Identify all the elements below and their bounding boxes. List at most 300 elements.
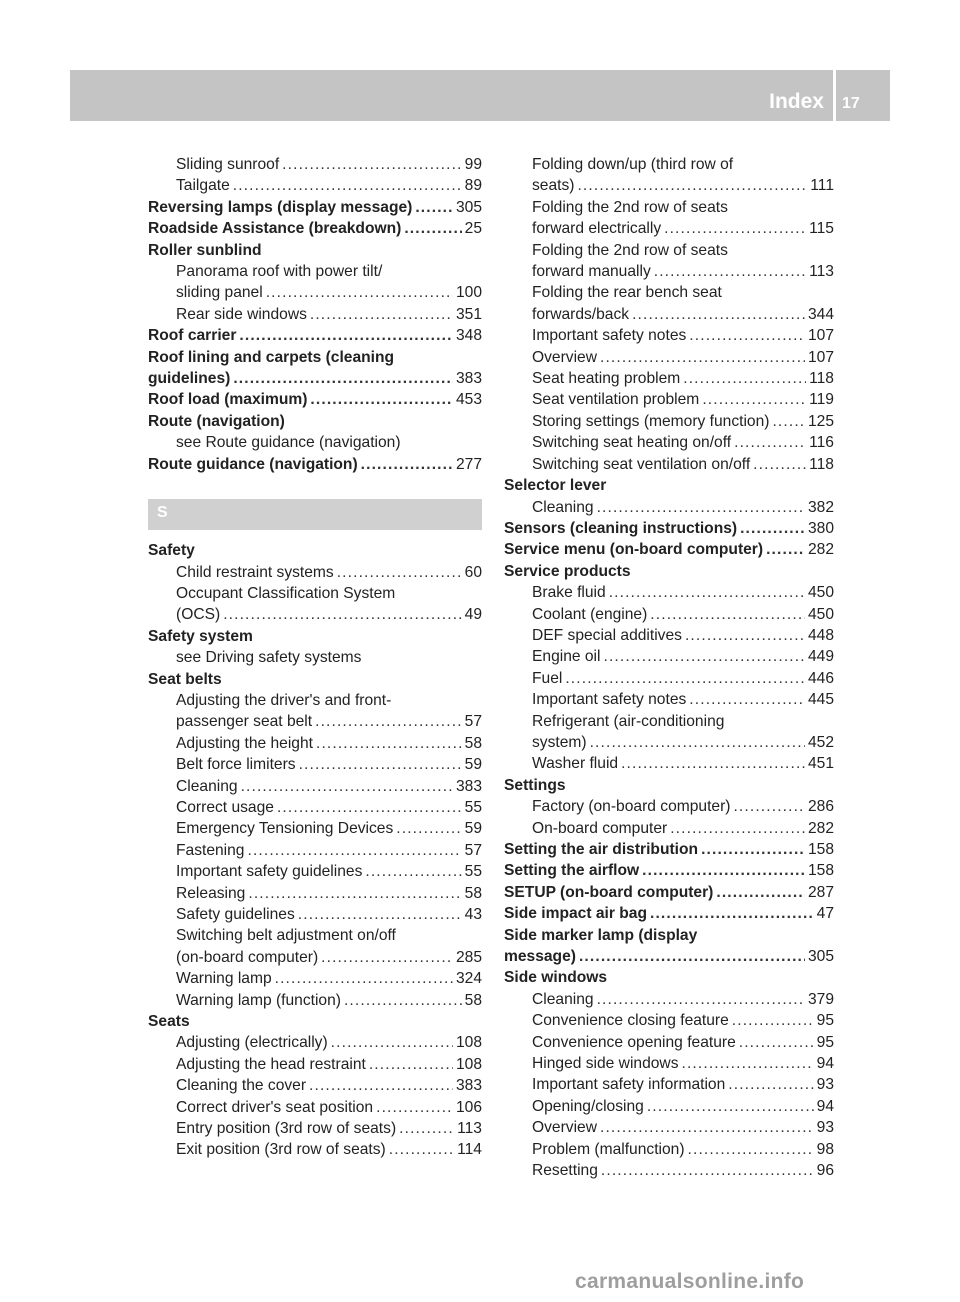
index-entry[interactable]: [148, 1075, 482, 1096]
entry-text: Seats: [148, 1013, 190, 1031]
index-entry: [148, 432, 482, 453]
dot-leader: [389, 1139, 454, 1160]
index-entry[interactable]: [148, 947, 482, 968]
dot-leader: [604, 646, 805, 667]
entry-page-number[interactable]: 286: [807, 798, 834, 816]
index-entry[interactable]: [148, 282, 482, 303]
entry-text: Panorama roof with power tilt/: [176, 263, 383, 281]
index-entry[interactable]: [148, 904, 482, 925]
index-entry[interactable]: [504, 411, 834, 432]
index-entry: [148, 240, 482, 261]
index-entry[interactable]: [504, 625, 834, 646]
entry-text: Service products: [504, 562, 631, 580]
entry-page-number[interactable]: 89: [464, 177, 482, 195]
dot-leader: [766, 539, 805, 560]
dot-leader: [233, 175, 462, 196]
entry-page-number[interactable]: 344: [807, 305, 834, 323]
entry-page-number[interactable]: 60: [464, 563, 482, 581]
dot-leader: [316, 733, 462, 754]
index-entry[interactable]: [148, 304, 482, 325]
index-entry[interactable]: [148, 968, 482, 989]
entry-text: Selector lever: [504, 477, 607, 495]
entry-text: system): [532, 733, 587, 751]
entry-page-number[interactable]: 158: [807, 862, 834, 880]
dot-leader: [248, 883, 461, 904]
entry-text: Overview: [532, 348, 597, 366]
index-entry[interactable]: [504, 860, 834, 881]
entry-page-number[interactable]: 99: [464, 156, 482, 173]
index-entry[interactable]: [504, 1117, 834, 1138]
entry-text: Roof load (maximum): [148, 391, 308, 409]
entry-text: Seat ventilation problem: [532, 391, 700, 409]
index-entry[interactable]: [148, 1097, 482, 1118]
entry-text: Safety: [148, 542, 195, 560]
dot-leader: [597, 989, 805, 1010]
index-entry[interactable]: [148, 604, 482, 625]
index-entry[interactable]: [148, 389, 482, 410]
entry-text: Folding the 2nd row of seats: [532, 241, 728, 259]
dot-leader: [399, 1118, 454, 1139]
dot-leader: [654, 261, 806, 282]
index-entry[interactable]: [504, 839, 834, 860]
index-entry: [148, 626, 482, 647]
dot-leader: [298, 904, 462, 925]
index-entry[interactable]: [148, 1032, 482, 1053]
index-entry[interactable]: [504, 368, 834, 389]
dot-leader: [247, 840, 461, 861]
entry-text: Roof lining and carpets (cleaning: [148, 348, 395, 366]
index-entry[interactable]: [504, 454, 834, 475]
dot-leader: [590, 732, 805, 753]
index-entry[interactable]: [504, 389, 834, 410]
index-entry[interactable]: [504, 1074, 834, 1095]
entry-page-number[interactable]: 93: [816, 1076, 834, 1094]
entry-page-number[interactable]: 282: [807, 819, 834, 837]
dot-leader: [315, 711, 462, 732]
dot-leader: [282, 154, 461, 175]
entry-page-number[interactable]: 59: [464, 756, 482, 774]
entry-text: Side windows: [504, 969, 608, 987]
dot-leader: [266, 282, 453, 303]
entry-page-number[interactable]: 125: [807, 412, 834, 430]
entry-text: Folding the 2nd row of seats: [532, 198, 728, 216]
entry-page-number[interactable]: 43: [464, 906, 482, 923]
index-entry[interactable]: [148, 733, 482, 754]
entry-page-number[interactable]: 448: [807, 626, 834, 644]
index-entry[interactable]: [148, 197, 482, 218]
entry-text: Washer fluid: [532, 755, 619, 773]
entry-text: Adjusting the height: [176, 734, 313, 752]
entry-text: Reversing lamps (display message): [148, 198, 413, 216]
dot-leader: [701, 839, 805, 860]
index-entry: [504, 475, 834, 496]
index-entry[interactable]: [148, 776, 482, 797]
entry-page-number[interactable]: 58: [464, 884, 482, 902]
entry-text: Tailgate: [176, 177, 230, 195]
entry-page-number[interactable]: 108: [455, 1034, 482, 1052]
entry-page-number[interactable]: 116: [809, 434, 834, 452]
index-entry[interactable]: [504, 796, 834, 817]
entry-page-number[interactable]: 351: [455, 305, 482, 323]
entry-text: Hinged side windows: [532, 1055, 679, 1073]
dot-leader: [688, 1139, 814, 1160]
entry-page-number[interactable]: 113: [809, 263, 834, 281]
index-entry[interactable]: [148, 840, 482, 861]
entry-page-number[interactable]: 59: [464, 820, 482, 838]
index-entry[interactable]: [148, 797, 482, 818]
entry-text: Roller sunblind: [148, 241, 262, 259]
index-entry: [504, 561, 834, 582]
index-entries-s: [148, 540, 482, 1161]
dot-leader: [753, 454, 806, 475]
index-entry[interactable]: [148, 883, 482, 904]
entry-text: Resetting: [532, 1162, 598, 1180]
dot-leader: [689, 325, 805, 346]
index-entry: [504, 775, 834, 796]
index-entry[interactable]: [504, 689, 834, 710]
index-entry[interactable]: [504, 1010, 834, 1031]
index-entry[interactable]: [504, 903, 834, 924]
index-entry[interactable]: [504, 175, 834, 196]
entry-text: forward electrically: [532, 220, 662, 238]
entry-page-number[interactable]: 100: [455, 284, 482, 302]
entry-page-number[interactable]: 111: [810, 177, 834, 195]
entry-text: Warning lamp: [176, 970, 272, 988]
entry-page-number[interactable]: 383: [455, 1077, 482, 1095]
index-entry[interactable]: [504, 604, 834, 625]
dot-leader: [650, 903, 814, 924]
entry-page-number[interactable]: 452: [807, 733, 834, 751]
entry-text: Adjusting the head restraint: [176, 1055, 366, 1073]
entry-page-number[interactable]: 58: [464, 991, 482, 1009]
entry-text: Correct usage: [176, 798, 274, 816]
dot-leader: [309, 1075, 453, 1096]
entry-text: sliding panel: [176, 284, 263, 302]
entry-text: Safety guidelines: [176, 906, 295, 923]
dot-leader: [299, 754, 462, 775]
entry-page-number[interactable]: 379: [807, 990, 834, 1008]
entry-text: (on-board computer): [176, 948, 319, 966]
entry-text: Important safety guidelines: [176, 863, 363, 881]
entry-page-number[interactable]: 445: [807, 691, 834, 709]
entry-page-number[interactable]: 285: [455, 948, 482, 966]
entry-page-number[interactable]: 57: [464, 713, 482, 731]
entry-text: Overview: [532, 1119, 597, 1137]
entry-text: Switching seat heating on/off: [532, 434, 732, 452]
entry-text: Refrigerant (air-conditioning: [532, 712, 725, 730]
entry-text: Switching belt adjustment on/off: [176, 927, 396, 945]
entry-page-number[interactable]: 282: [807, 541, 834, 559]
index-entry[interactable]: [504, 732, 834, 753]
entry-text: Rear side windows: [176, 305, 307, 323]
index-entry[interactable]: [148, 368, 482, 389]
index-entry: [148, 411, 482, 432]
dot-leader: [344, 990, 462, 1011]
dot-leader: [600, 347, 805, 368]
entry-page-number[interactable]: 158: [807, 841, 834, 858]
entry-page-number[interactable]: 114: [457, 1141, 482, 1159]
entry-page-number[interactable]: 49: [464, 606, 482, 624]
header-divider: [833, 70, 836, 121]
dot-leader: [597, 497, 805, 518]
index-entry[interactable]: [148, 1118, 482, 1139]
index-entry[interactable]: [148, 175, 482, 196]
entry-page-number[interactable]: 94: [816, 1097, 834, 1115]
entry-page-number[interactable]: 453: [455, 391, 482, 409]
dot-leader: [682, 1053, 814, 1074]
entry-page-number[interactable]: 115: [809, 220, 834, 238]
entry-text: Roadside Assistance (breakdown): [148, 220, 402, 238]
entry-text: Storing settings (memory function): [532, 412, 770, 430]
entry-text: passenger seat belt: [176, 713, 313, 731]
dot-leader: [601, 1160, 814, 1181]
index-entry[interactable]: [504, 989, 834, 1010]
entry-text: forwards/back: [532, 305, 630, 323]
entry-text: Belt force limiters: [176, 756, 296, 774]
entry-text: Adjusting the driver's and front-: [176, 691, 392, 709]
entry-page-number[interactable]: 95: [816, 1012, 834, 1030]
dot-leader: [650, 604, 805, 625]
index-entry: [504, 967, 834, 988]
index-entry[interactable]: [504, 539, 834, 560]
dot-leader: [664, 218, 806, 239]
entry-page-number[interactable]: 47: [816, 905, 834, 923]
index-entry[interactable]: [148, 454, 482, 475]
entry-page-number[interactable]: 95: [816, 1033, 834, 1051]
entry-text: Side impact air bag: [504, 905, 647, 923]
entry-text: On-board computer: [532, 819, 668, 837]
index-entry: [148, 347, 482, 368]
index-entry: [148, 669, 482, 690]
dot-leader: [415, 197, 453, 218]
index-entry[interactable]: [504, 668, 834, 689]
entry-page-number[interactable]: 108: [455, 1055, 482, 1073]
entry-text: Important safety notes: [532, 327, 687, 345]
entry-page-number[interactable]: 380: [807, 519, 834, 537]
index-entry: [148, 261, 482, 282]
entry-text: message): [504, 948, 576, 966]
entry-page-number[interactable]: 305: [455, 198, 482, 216]
entry-text: Service menu (on-board computer): [504, 541, 764, 559]
entry-page-number[interactable]: 107: [807, 348, 834, 366]
entry-page-number[interactable]: 96: [816, 1162, 834, 1180]
dot-leader: [670, 818, 805, 839]
entry-page-number[interactable]: 383: [455, 370, 482, 388]
entry-page-number[interactable]: 324: [455, 970, 482, 988]
page-title: Index: [769, 90, 824, 113]
index-entry[interactable]: [148, 562, 482, 583]
entry-page-number[interactable]: 98: [816, 1140, 834, 1158]
entry-page-number[interactable]: 450: [807, 605, 834, 623]
entry-text: Cleaning: [532, 990, 594, 1008]
entry-page-number[interactable]: 94: [816, 1055, 834, 1073]
entry-text: Sensors (cleaning instructions): [504, 519, 738, 537]
entry-text: Settings: [504, 776, 566, 794]
entry-page-number[interactable]: 287: [807, 883, 834, 901]
dot-leader: [683, 368, 806, 389]
dot-leader: [369, 1054, 453, 1075]
entry-page-number[interactable]: 93: [816, 1119, 834, 1137]
entry-text: Opening/closing: [532, 1097, 644, 1115]
dot-leader: [233, 368, 453, 389]
entry-text: Cleaning the cover: [176, 1077, 307, 1095]
dot-leader: [772, 411, 805, 432]
entry-page-number[interactable]: 119: [809, 391, 834, 409]
index-entry[interactable]: [504, 1032, 834, 1053]
entry-page-number[interactable]: 25: [464, 220, 482, 238]
index-entry: [148, 925, 482, 946]
index-entry: [148, 1011, 482, 1032]
entry-text: Occupant Classification System: [176, 584, 396, 602]
entry-page-number[interactable]: 118: [809, 370, 834, 388]
dot-leader: [689, 689, 805, 710]
index-entry[interactable]: [148, 325, 482, 346]
section-header-s: [148, 499, 482, 530]
entry-text: Adjusting (electrically): [176, 1034, 328, 1052]
dot-leader: [716, 882, 805, 903]
dot-leader: [733, 796, 805, 817]
dot-leader: [702, 389, 806, 410]
entry-text: Exit position (3rd row of seats): [176, 1141, 386, 1159]
entry-page-number[interactable]: 446: [807, 669, 834, 687]
entry-page-number[interactable]: 57: [464, 841, 482, 859]
entry-page-number[interactable]: 305: [807, 948, 834, 966]
index-entries-s-continued: [504, 154, 834, 1182]
entry-text: Important safety information: [532, 1076, 726, 1094]
dot-leader: [376, 1097, 453, 1118]
dot-leader: [337, 562, 462, 583]
entry-text: Factory (on-board computer): [532, 798, 731, 816]
index-entry: [504, 711, 834, 732]
entry-text: Setting the air distribution: [504, 841, 699, 858]
index-entry[interactable]: [504, 518, 834, 539]
entry-text: Convenience closing feature: [532, 1012, 729, 1030]
dot-leader: [275, 968, 453, 989]
dot-leader: [361, 454, 453, 475]
index-entry[interactable]: [148, 154, 482, 175]
entry-text: Safety system: [148, 627, 253, 645]
entry-text: seats): [532, 177, 575, 195]
index-entry: [148, 583, 482, 604]
entry-text: Entry position (3rd row of seats): [176, 1120, 397, 1138]
index-entry[interactable]: [504, 347, 834, 368]
index-column-left: [148, 154, 482, 1161]
dot-leader: [241, 776, 453, 797]
entry-text: Emergency Tensioning Devices: [176, 820, 394, 838]
entry-text: Important safety notes: [532, 691, 687, 709]
index-entry[interactable]: [148, 818, 482, 839]
dot-leader: [310, 304, 453, 325]
dot-leader: [277, 797, 462, 818]
dot-leader: [632, 304, 805, 325]
index-entry[interactable]: [504, 218, 834, 239]
entry-text: Seat heating problem: [532, 370, 681, 388]
index-entry[interactable]: [148, 754, 482, 775]
entry-page-number[interactable]: 449: [807, 648, 834, 666]
index-entry[interactable]: [504, 646, 834, 667]
dot-leader: [310, 389, 453, 410]
index-entry[interactable]: [148, 1139, 482, 1160]
entry-text: Roof carrier: [148, 327, 237, 345]
entry-page-number[interactable]: 55: [464, 863, 482, 881]
index-entry: [148, 540, 482, 561]
entry-page-number[interactable]: 107: [807, 327, 834, 345]
index-entry[interactable]: [148, 1054, 482, 1075]
index-entry[interactable]: [504, 818, 834, 839]
dot-leader: [331, 1032, 453, 1053]
entry-page-number[interactable]: 55: [464, 798, 482, 816]
dot-leader: [565, 668, 805, 689]
entry-page-number[interactable]: 451: [807, 755, 834, 773]
index-entry[interactable]: [504, 304, 834, 325]
entry-page-number[interactable]: 277: [455, 455, 482, 473]
index-entry[interactable]: [504, 325, 834, 346]
entry-page-number[interactable]: 58: [464, 734, 482, 752]
index-entry[interactable]: [148, 990, 482, 1011]
index-entry[interactable]: [504, 432, 834, 453]
entry-text: Seat belts: [148, 670, 222, 688]
entry-text: Problem (malfunction): [532, 1140, 685, 1158]
index-entry[interactable]: [504, 1053, 834, 1074]
dot-leader: [239, 325, 453, 346]
index-entry[interactable]: [504, 1139, 834, 1160]
index-entry: [504, 197, 834, 218]
entry-text: guidelines): [148, 370, 231, 388]
entry-text: Correct driver's seat position: [176, 1098, 374, 1116]
entry-page-number[interactable]: 383: [455, 777, 482, 795]
dot-leader: [321, 947, 453, 968]
index-column-right: [504, 154, 834, 1182]
entry-text: DEF special additives: [532, 626, 682, 644]
dot-leader: [739, 1032, 814, 1053]
index-entry: [504, 282, 834, 303]
index-entries-r-continued: [148, 154, 482, 475]
dot-leader: [579, 946, 805, 967]
index-entry[interactable]: [504, 1096, 834, 1117]
entry-text: Side marker lamp (display: [504, 926, 698, 944]
entry-text: Folding down/up (third row of: [532, 156, 734, 173]
entry-text: Releasing: [176, 884, 246, 902]
entry-page-number[interactable]: 113: [457, 1120, 482, 1138]
index-entry[interactable]: [504, 946, 834, 967]
entry-page-number[interactable]: 118: [809, 455, 834, 473]
index-entry[interactable]: [504, 1160, 834, 1181]
index-entry[interactable]: [504, 582, 834, 603]
dot-leader: [728, 1074, 813, 1095]
index-entry: [148, 647, 482, 668]
entry-page-number[interactable]: 450: [807, 584, 834, 602]
entry-text: Route guidance (navigation): [148, 455, 358, 473]
index-entry[interactable]: [504, 261, 834, 282]
index-entry[interactable]: [148, 711, 482, 732]
dot-leader: [732, 1010, 814, 1031]
index-entry: [504, 240, 834, 261]
entry-text: Cleaning: [532, 498, 594, 516]
index-entry: [504, 925, 834, 946]
entry-text: forward manually: [532, 263, 651, 281]
entry-text: Brake fluid: [532, 584, 606, 602]
entry-text: Coolant (engine): [532, 605, 648, 623]
index-entry[interactable]: [504, 753, 834, 774]
index-entry[interactable]: [504, 882, 834, 903]
index-entry[interactable]: [148, 861, 482, 882]
entry-page-number[interactable]: 348: [455, 327, 482, 345]
index-entry[interactable]: [504, 497, 834, 518]
entry-page-number[interactable]: 382: [807, 498, 834, 516]
watermark: carmanualsonline.info: [575, 1270, 805, 1293]
entry-page-number[interactable]: 106: [455, 1098, 482, 1116]
index-entry[interactable]: [148, 218, 482, 239]
